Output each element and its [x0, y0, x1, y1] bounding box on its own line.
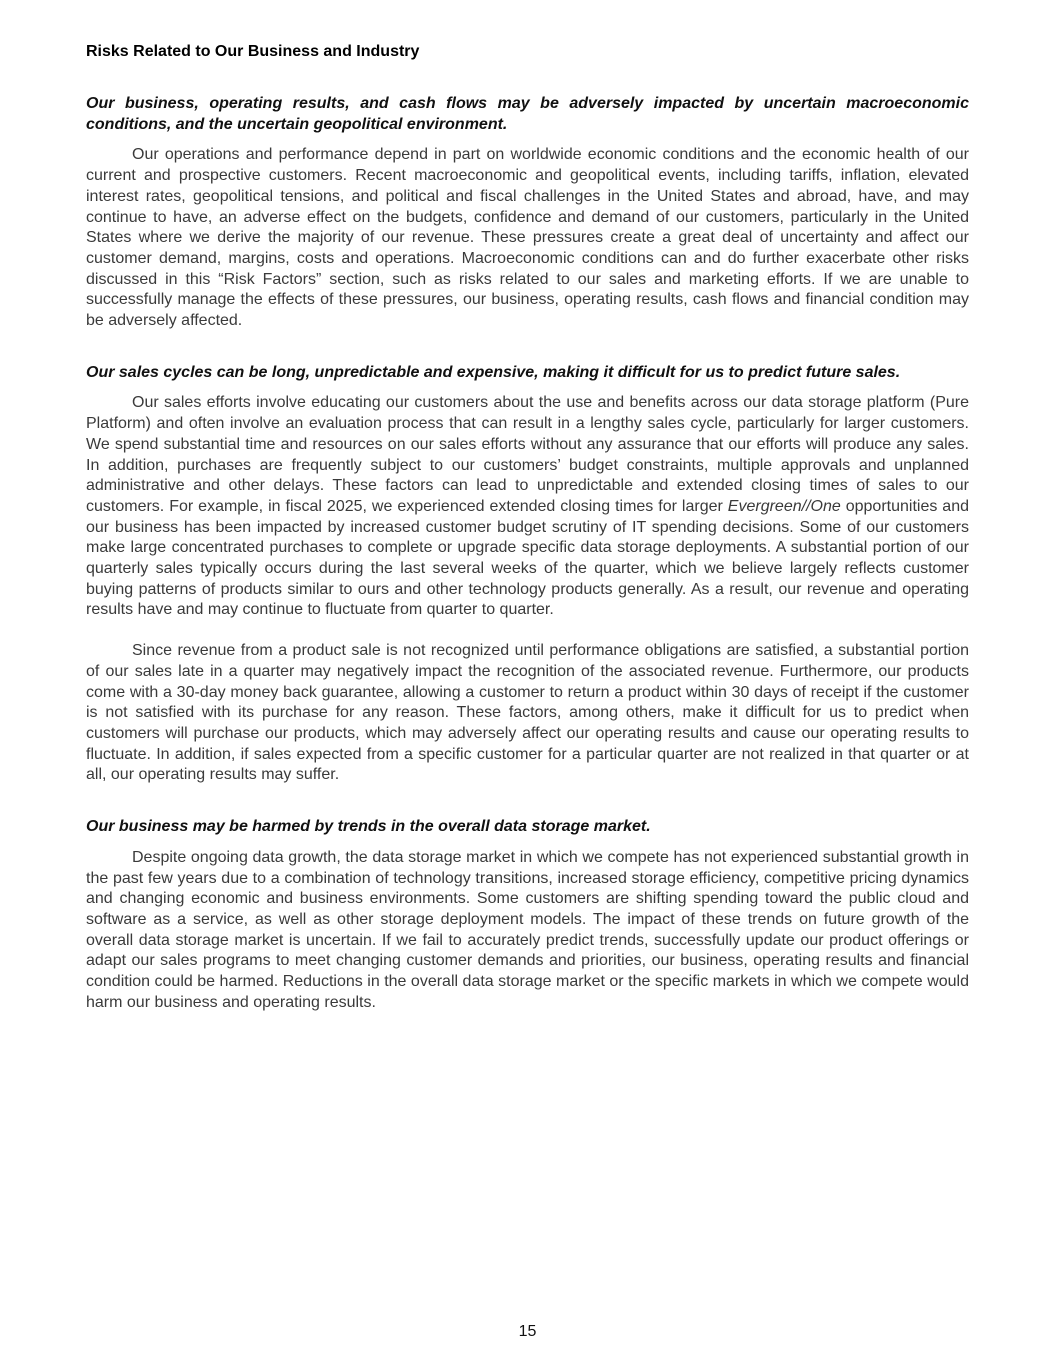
risk-heading: Our sales cycles can be long, unpredictable and expensive, making it difficult for us to predict future sales.	[86, 363, 901, 381]
risk-paragraph	[86, 393, 969, 621]
product-name-evergreen-one: Evergreen//One	[727, 497, 841, 515]
paragraph-text: Our sales efforts involve educating our customers about the use and benefits across our data storage platform (Pure Platform) and often involve an evaluation process that can result in a lengthy sales cycle, particularly for larger customers. We spend substantial time and resources on our sales efforts without any assurance that our efforts will produce any sales. In addition, purchases are frequently subject to our customers’ budget constraints, multiple approvals and unplanned administrative and other delays. These factors can lead to unpredictable and extended closing times of sales to our customers. For example, in fiscal 2025, we experienced extended closing times for larger	[86, 394, 969, 515]
risk-sales-cycles	[86, 363, 969, 786]
risk-heading: Our business, operating results, and cash flows may be adversely impacted by uncertain macroeconomic conditions, and the uncertain geopolitical environment.	[86, 95, 969, 133]
risk-paragraph: Despite ongoing data growth, the data storage market in which we compete has not experienced substantial growth in the past few years due to a combination of technology transitions, increased storage efficiency, competitive pricing dynamics and changing economic and business environments. Some customers are shifting spending toward the public cloud and software as a service, as well as other storage deployment models. The impact of these trends on future growth of the overall data storage market is uncertain. If we fail to accurately predict trends, successfully update our product offerings or adapt our sales programs to meet changing customer demands and priorities, our business, operating results and financial condition could be harmed. Reductions in the overall data storage market or the specific markets in which we compete would harm our business and operating results.	[86, 848, 969, 1011]
page-number: 15	[518, 1323, 537, 1340]
risk-heading: Our business may be harmed by trends in the overall data storage market.	[86, 818, 651, 836]
risk-storage-market	[86, 817, 969, 1013]
risk-paragraph: Our operations and performance depend in part on worldwide economic conditions and the economic health of our current and prospective customers. Recent macroeconomic and geopolitical events, including tariffs, inflation, elevated interest rates, geopolitical tensions, and political and fiscal challenges in the United States and abroad, have, and may continue to have, an adverse effect on the budgets, confidence and demand of our customers, particularly in the United States where we derive the majority of our revenue. These pressures create a great deal of uncertainty and affect our customer demand, margins, costs and operations. Macroeconomic conditions can and do further exacerbate other risks discussed in this “Risk Factors” section, such as risks related to our sales and marketing efforts. If we are unable to successfully manage the effects of these pressures, our business, operating results, cash flows and financial condition may be adversely affected.	[86, 146, 969, 330]
document-page	[86, 42, 969, 1013]
paragraph-text: opportunities and our business has been impacted by increased customer budget scrutiny of IT spending decisions. Some of our customers make large concentrated purchases to complete or upgrade specific data storage deployments. A substantial portion of our quarterly sales typically occurs during the last several weeks of the quarter, which we believe largely reflects customer buying patterns of products similar to ours and other technology products generally. As a result, our revenue and operating results have and may continue to fluctuate from quarter to quarter.	[86, 497, 970, 619]
risk-paragraph: Since revenue from a product sale is not recognized until performance obligations are satisfied, a substantial portion of our sales late in a quarter may negatively impact the recognition of the associated revenue. Furthermore, our products come with a 30-day money back guarantee, allowing a customer to return a product within 30 days of receipt if the customer is not satisfied with its purchase for any reason. These factors, among others, make it difficult for us to predict when customers will purchase our products, which may adversely affect our operating results and cause our operating results to fluctuate. In addition, if sales expected from a specific customer for a particular quarter are not realized in that quarter or at all, our operating results may suffer.	[86, 642, 969, 784]
risk-macroeconomic	[86, 94, 969, 332]
section-title: Risks Related to Our Business and Industry	[86, 43, 420, 60]
